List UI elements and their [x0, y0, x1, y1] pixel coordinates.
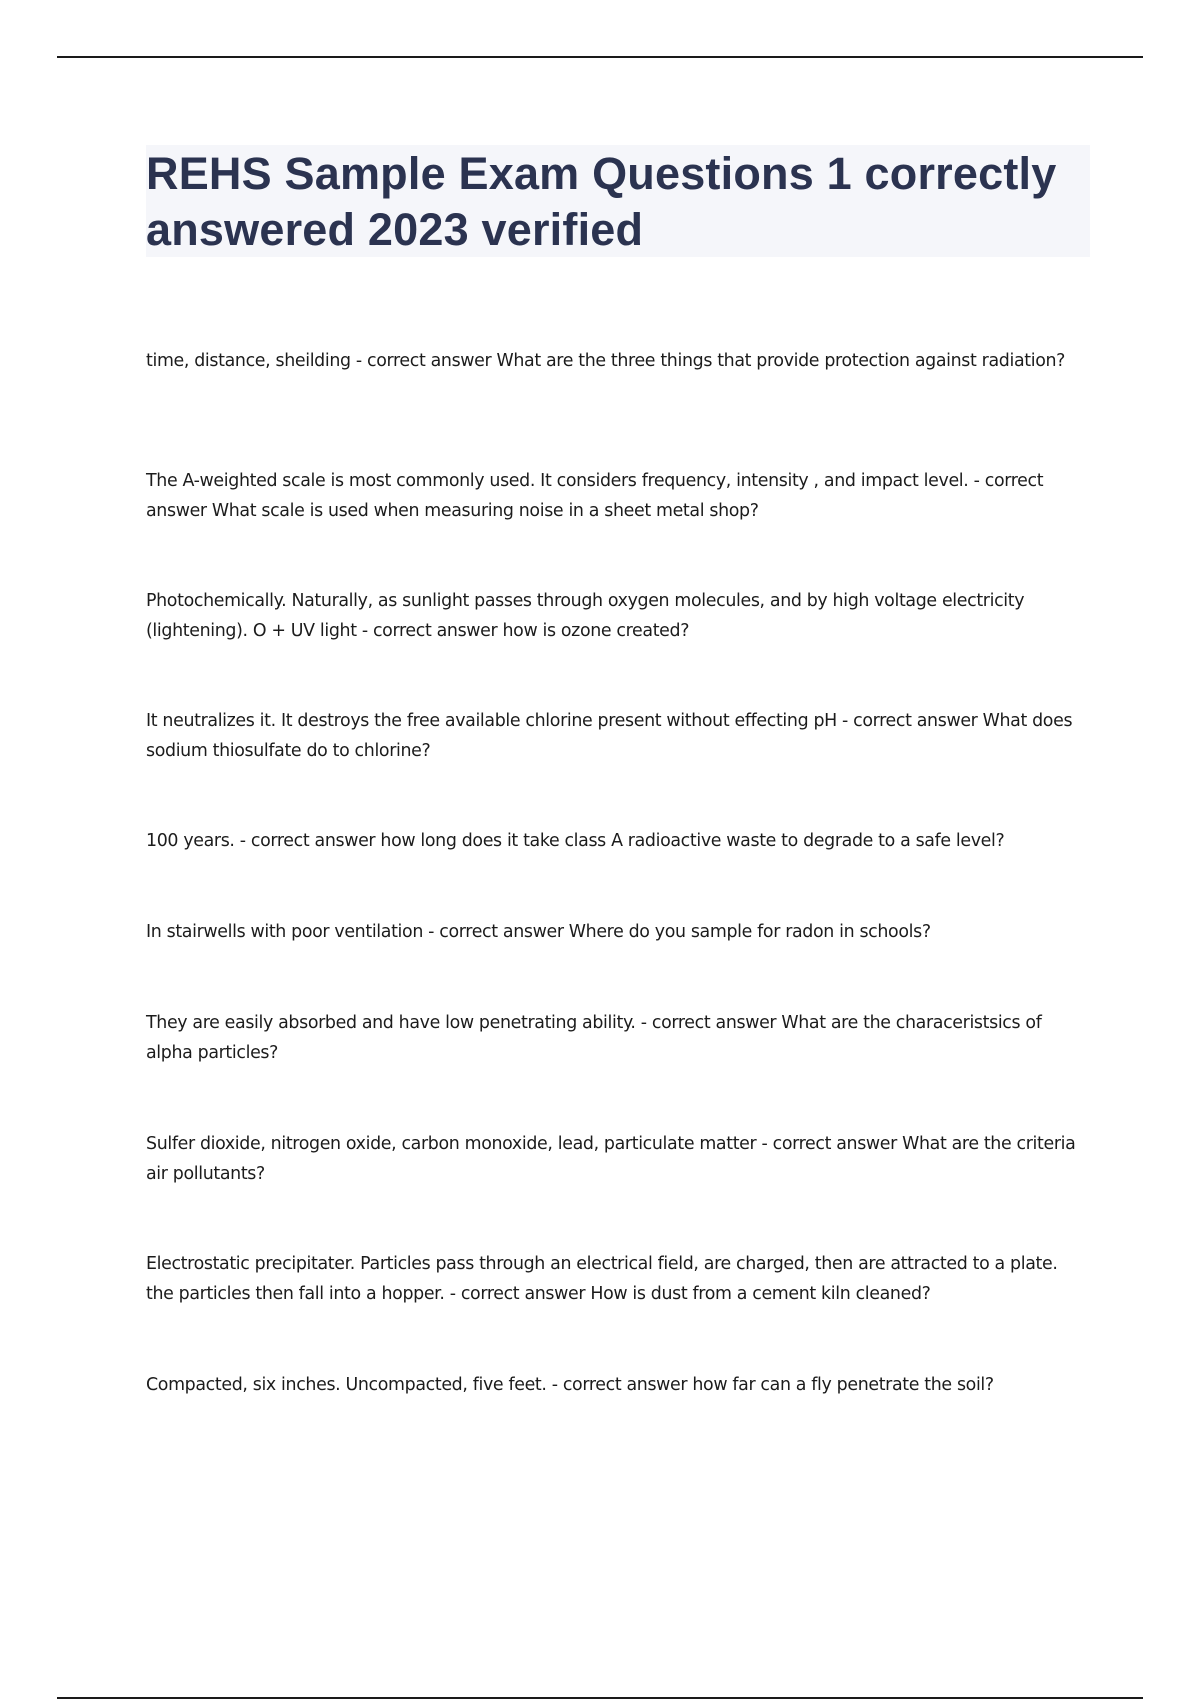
qa-item: The A-weighted scale is most commonly used. It considers frequency, intensity , and impact level. - correct answer What scale is used when measuring noise in a sheet metal shop?: [146, 471, 1044, 521]
qa-item: In stairwells with poor ventilation - correct answer Where do you sample for radon in schools?: [146, 922, 931, 942]
qa-item: Compacted, six inches. Uncompacted, five feet. - correct answer how far can a fly penetrate the soil?: [146, 1375, 994, 1395]
footer-rule: [57, 1697, 1143, 1699]
document-title: REHS Sample Exam Questions 1 correctly answered 2023 verified: [146, 148, 1057, 255]
qa-item: Photochemically. Naturally, as sunlight passes through oxygen molecules, and by high voltage electricity (lightening). O + UV light - correct answer how is ozone created?: [146, 591, 1025, 641]
header-rule: [57, 56, 1143, 58]
qa-item: It neutralizes it. It destroys the free available chlorine present without effecting pH - correct answer What does sodium thiosulfate do to chlorine?: [146, 711, 1073, 761]
qa-item: Sulfer dioxide, nitrogen oxide, carbon monoxide, lead, particulate matter - correct answer What are the criteria air pollutants?: [146, 1134, 1076, 1184]
qa-item: time, distance, sheilding - correct answer What are the three things that provide protection against radiation?: [146, 351, 1066, 371]
qa-item: They are easily absorbed and have low penetrating ability. - correct answer What are the characeristsics of alpha particles?: [146, 1013, 1042, 1063]
title-banner: [146, 145, 1090, 257]
qa-item: Electrostatic precipitater. Particles pass through an electrical field, are charged, then are attracted to a plate. the particles then fall into a hopper. - correct answer How is dust from a cement kiln cleaned?: [146, 1254, 1058, 1304]
qa-item: 100 years. - correct answer how long does it take class A radioactive waste to degrade to a safe level?: [146, 831, 1005, 851]
